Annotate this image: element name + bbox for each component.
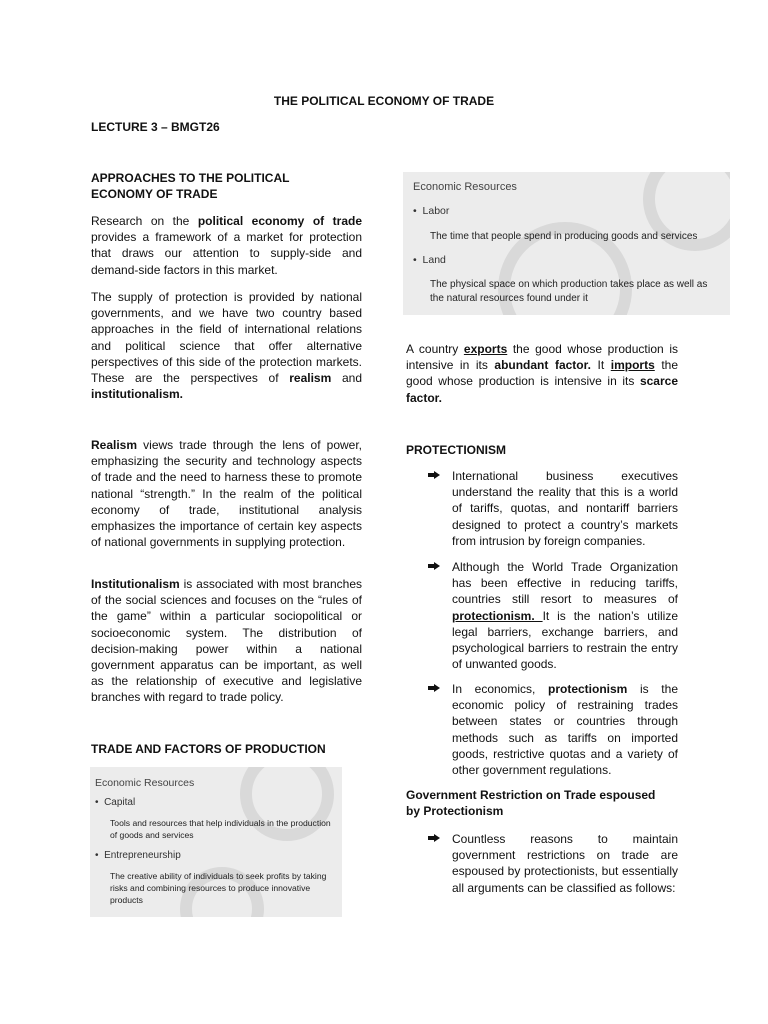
arrow-bullet-icon [428,834,440,842]
approaches-heading-line2: ECONOMY OF TRADE [91,187,218,201]
bold-term: protectionism [548,682,628,696]
bullet-text-countless: Countless reasons to maintain government restrictions on trade are espoused by protectionists, but essentially all arguments can be classified as follows: [452,832,678,895]
government-restriction-heading [406,787,678,819]
bold-term: institutionalism. [91,387,184,402]
paragraph-research [91,213,362,278]
box-desc-entrepreneurship: The creative ability of individuals to seek profits by taking risks and combining resources to produce innovative products [110,871,327,905]
text-run: It is the nation’s utilize legal barriers, exchange barriers, and psychological barriers to restrain the entry of unwanted goods. [452,608,678,672]
box-item-labor: • Labor [413,205,450,217]
text-run: provides a framework of a market for protection that draws our attention to supply-side and demand-side factors in this market. [91,230,362,277]
text-run: is the economic policy of restraining trades between states or countries through methods such as tariffs on imported goods, restrictive quotas and a variety of other government regulations. [452,682,678,778]
bold-term: Realism [91,438,138,452]
text-run: the good whose production is intensive in its [406,358,679,389]
text-run: and [331,371,363,386]
government-heading-line2: by Protectionism [406,804,504,818]
text-run: Research on the [91,214,198,228]
bullet-text-wto [452,559,678,672]
lecture-label: LECTURE 3 – BMGT26 [91,120,220,134]
bold-term: scarce factor. [406,374,678,405]
box-item-label: Labor [422,205,450,217]
box-title: Economic Resources [413,181,517,193]
bullet-text-economics [452,681,678,778]
document-title: THE POLITICAL ECONOMY OF TRADE [273,94,495,108]
bold-term: protectionism. [452,608,543,623]
trade-factors-heading: TRADE AND FACTORS OF PRODUCTION [91,742,326,756]
paragraph-institutionalism [91,576,362,706]
paragraph-exports [406,341,678,406]
protectionism-heading: PROTECTIONISM [406,443,507,457]
box-item-land: • Land [413,254,446,266]
paragraph-supply [91,289,362,402]
text-run: A country [406,342,464,356]
text-run: It [590,358,611,373]
box-item-label: Entrepreneurship [104,850,181,861]
box-item-label: Capital [104,797,136,808]
box-desc-land: The physical space on which production takes place as well as the natural resources found under it [430,279,708,304]
text-run: is associated with most branches of the social sciences and focuses on the “rules of the game” within a particular sociopolitical or socioeconomic system. The distribution of decision-making power within a national government apparatus can be important, as well as the relationship of executive and legislative branches with regard to trade policy. [91,577,362,705]
text-run: In economics, [452,682,548,696]
economic-resources-box-capital [90,767,342,917]
text-run: Although the World Trade Organization has been effective in reducing tariffs, countries still resort to measures of [452,560,678,607]
approaches-heading-line1: APPROACHES TO THE POLITICAL [91,171,290,185]
box-desc-labor: The time that people spend in producing goods and services [430,231,698,242]
paragraph-realism [91,437,362,550]
box-item-label: Land [422,254,446,266]
text-run: views trade through the lens of power, emphasizing the security and technology aspects of trade and the need to harness these to promote national “strength.” In the realm of the political economy of trade, institutional analysis emphasizes the importance of certain key aspects of national governments in supplying protection. [91,438,362,550]
box-item-entrepreneurship: • Entrepreneurship [95,850,181,861]
arrow-bullet-icon [428,471,440,479]
approaches-heading [91,170,362,202]
box-title: Economic Resources [95,777,195,789]
bold-term: imports [610,358,655,373]
arrow-bullet-icon [428,562,440,570]
bold-term: exports [463,342,508,356]
text-run: the good whose production is intensive in its [406,342,678,373]
government-heading-line1: Government Restriction on Trade espoused [406,788,656,802]
economic-resources-box-labor [403,172,730,315]
bold-term: realism [289,371,332,386]
box-item-capital: • Capital [95,797,136,808]
text-run: The supply of protection is provided by national governments, and we have two country based approaches in the field of international relations and political science that offer alternative perspectives of this side of the protection markets. These are the perspectives of [91,290,362,386]
bold-term: abundant factor. [494,358,591,373]
box-desc-capital: Tools and resources that help individuals in the production of goods and services [110,818,331,840]
bold-term: political economy of trade [197,214,362,228]
bullet-text-executives: International business executives understand the reality that this is a world of tariffs, quotas, and nontariff barriers designed to protect a country’s markets from intrusion by foreign companies. [452,469,678,548]
bold-term: Institutionalism [91,577,180,591]
arrow-bullet-icon [428,684,440,692]
